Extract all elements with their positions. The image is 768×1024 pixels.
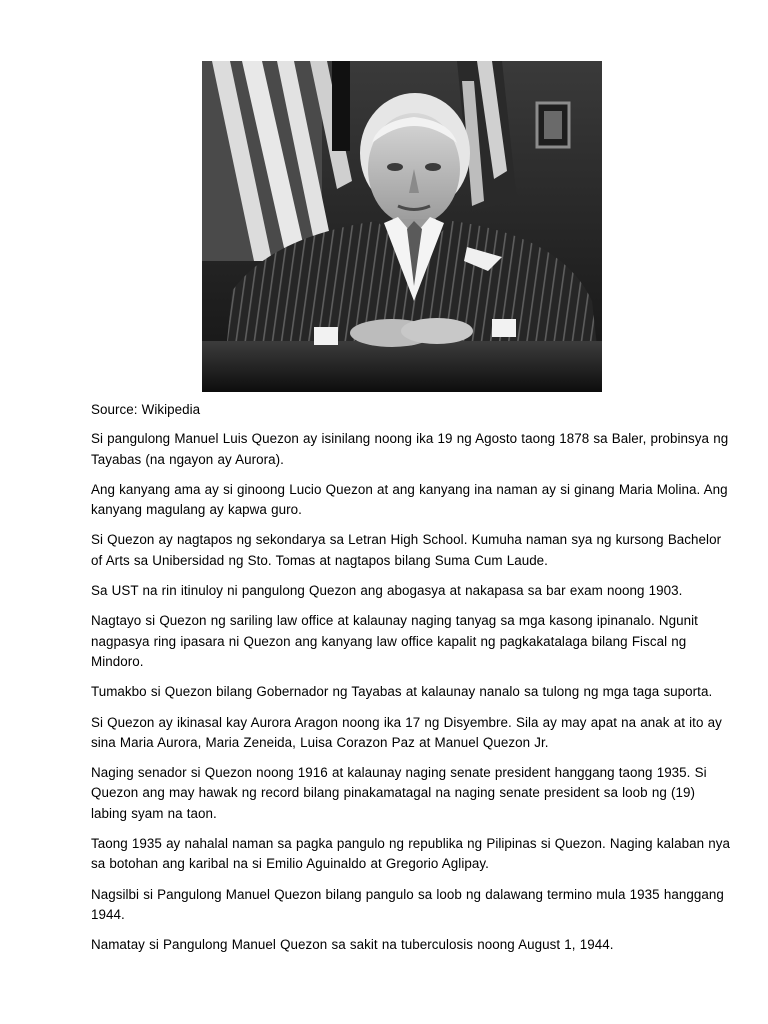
portrait-photo (202, 61, 602, 392)
paragraph-law-study: Sa UST na rin itinuloy ni pangulong Quezon ang abogasya at nakapasa sa bar exam noong 1903. (91, 583, 683, 599)
paragraph-law-office: Nagtayo si Quezon ng sariling law office at kalaunay naging tanyag sa mga kasong ipinanalo. Ngunit nagpasya ring ipasara ni Quezon ang kanyang law office kapalit ng pagkakatalaga bilang Fiscal ng Mindoro. (91, 613, 698, 669)
photo-caption: Source: Wikipedia (91, 402, 201, 417)
paragraph-governor: Tumakbo si Quezon bilang Gobernador ng Tayabas at kalaunay nanalo sa tulong ng mga taga suporta. (91, 684, 713, 700)
paragraph-election: Taong 1935 ay nahalal naman sa pagka pangulo ng republika ng Pilipinas si Quezon. Naging kalaban nya sa botohan ang karibal na si Emilio Aguinaldo at Gregorio Aglipay. (91, 836, 730, 872)
paragraph-presidency: Nagsilbi si Pangulong Manuel Quezon bilang pangulo sa loob ng dalawang termino mula 1935 hanggang 1944. (91, 886, 724, 922)
portrait-illustration (202, 61, 602, 392)
wall-frame (537, 103, 569, 147)
paragraph-education: Si Quezon ay nagtapos ng sekondarya sa Letran High School. Kumuha naman sya ng kursong Bachelor of Arts sa Unibersidad ng Sto. Tomas at nagtapos bilang Suma Cum Laude. (91, 532, 722, 568)
desk (202, 341, 602, 392)
paragraph-senate: Naging senador si Quezon noong 1916 at kalaunay naging senate president hanggang taong 1935. Si Quezon ang may hawak ng record bilang pinakamatagal na naging senate president sa loob ng (19) labing syam na taon. (91, 765, 707, 821)
paragraph-parents: Ang kanyang ama ay si ginoong Lucio Quezon at ang kanyang ina naman ay si ginang Maria Molina. Ang kanyang magulang ay kapwa guro. (91, 481, 728, 518)
biography-text (91, 400, 731, 966)
paragraph-birth: Si pangulong Manuel Luis Quezon ay isinilang noong ika 19 ng Agosto taong 1878 sa Baler, probinsya ng Tayabas (na ngayon ay Aurora). (91, 431, 729, 467)
paragraph-marriage: Si Quezon ay ikinasal kay Aurora Aragon noong ika 17 ng Disyembre. Sila ay may apat na anak at ito ay sina Maria Aurora, Maria Zeneida, Luisa Corazon Paz at Manuel Quezon Jr. (91, 714, 722, 750)
paragraph-death: Namatay si Pangulong Manuel Quezon sa sakit na tuberculosis noong August 1, 1944. (91, 937, 614, 953)
